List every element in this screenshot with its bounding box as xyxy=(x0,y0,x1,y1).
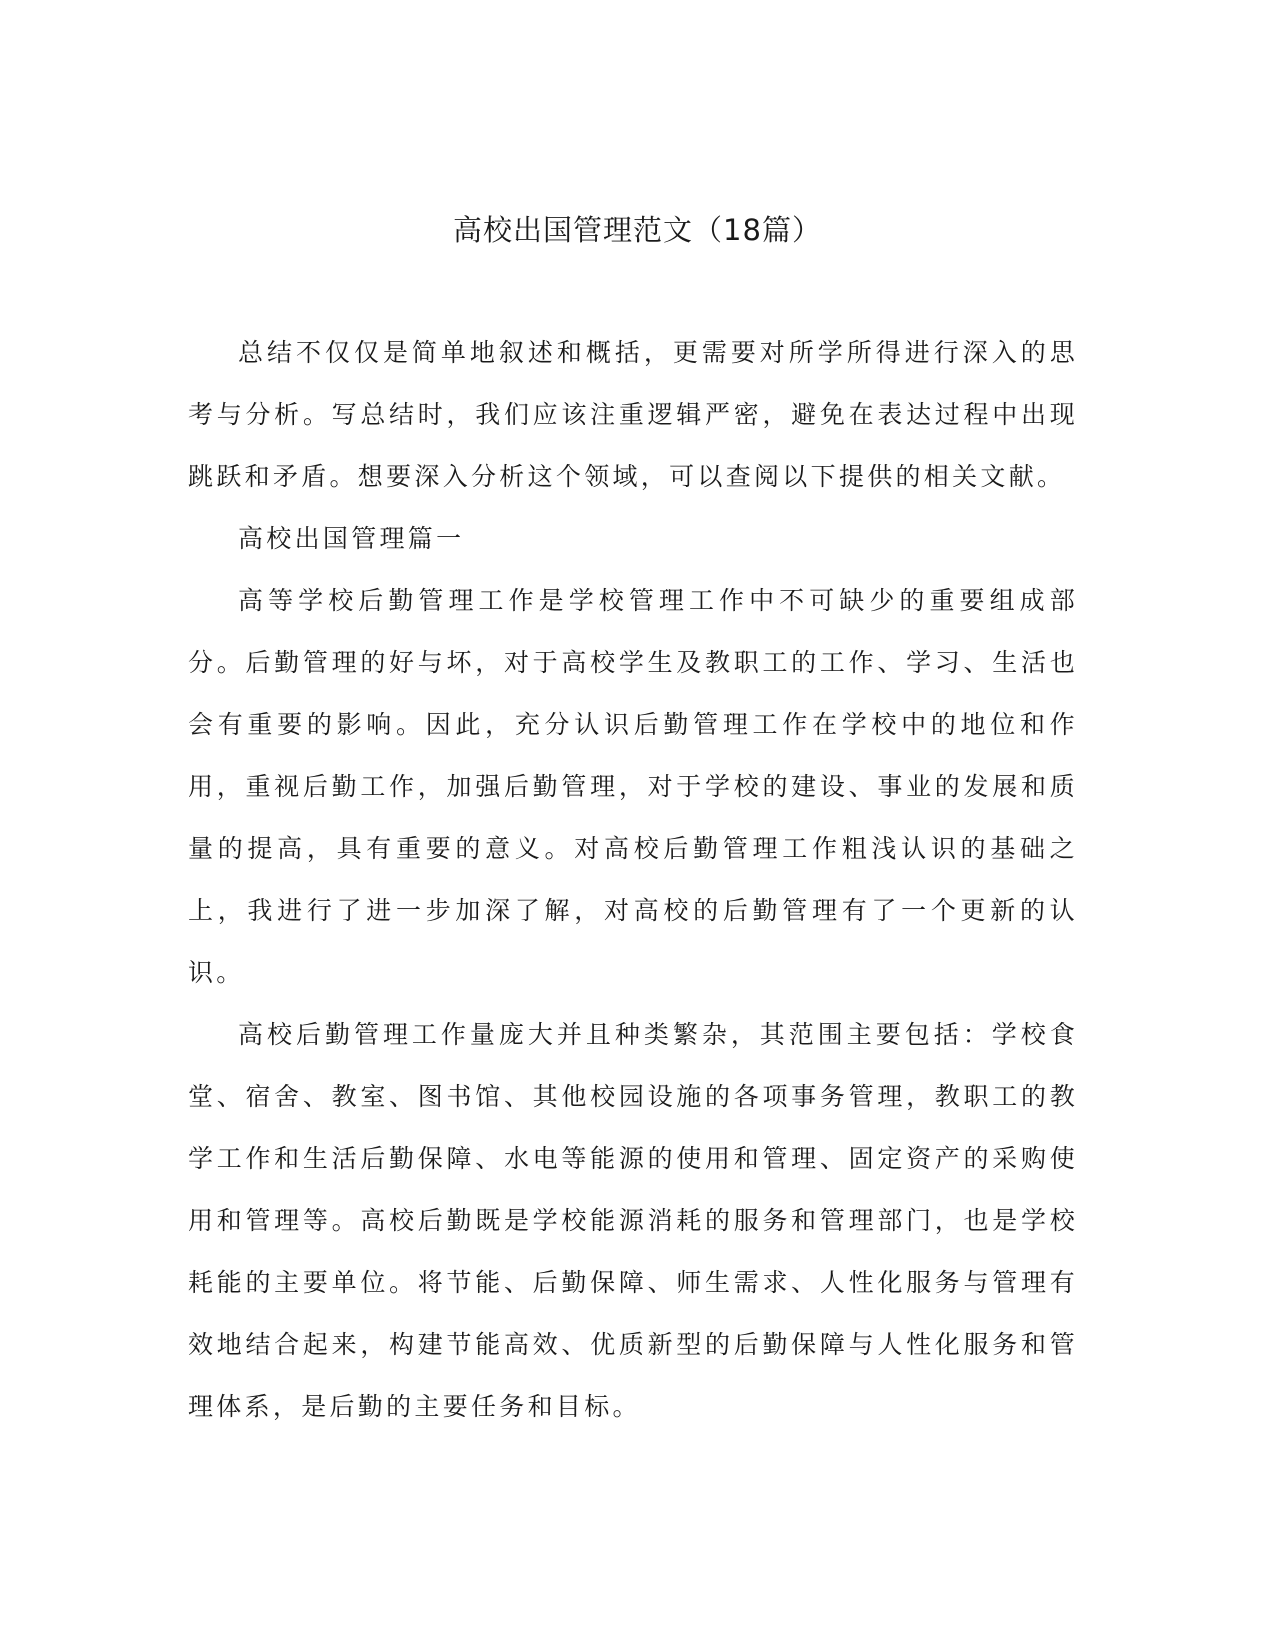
intro-paragraph: 总结不仅仅是简单地叙述和概括，更需要对所学所得进行深入的思考与分析。写总结时，我们应该注重逻辑严密，避免在表达过程中出现跳跃和矛盾。想要深入分析这个领域，可以查阅以下提供的相关文献。 xyxy=(188,338,1078,491)
section-heading: 高校出国管理篇一 xyxy=(238,524,465,553)
body-paragraph: 高等学校后勤管理工作是学校管理工作中不可缺少的重要组成部分。后勤管理的好与坏，对于高校学生及教职工的工作、学习、生活也会有重要的影响。因此，充分认识后勤管理工作在学校中的地位和作用，重视后勤工作，加强后勤管理，对于学校的建设、事业的发展和质量的提高，具有重要的意义。对高校后勤管理工作粗浅认识的基础之上，我进行了进一步加深了解，对高校的后勤管理有了一个更新的认识。 xyxy=(188,586,1078,987)
document-body xyxy=(188,322,1078,1438)
document-title: 高校出国管理范文（18篇） xyxy=(453,213,822,247)
body-paragraph: 高校后勤管理工作量庞大并且种类繁杂，其范围主要包括：学校食堂、宿舍、教室、图书馆、其他校园设施的各项事务管理，教职工的教学工作和生活后勤保障、水电等能源的使用和管理、固定资产的采购使用和管理等。高校后勤既是学校能源消耗的服务和管理部门，也是学校耗能的主要单位。将节能、后勤保障、师生需求、人性化服务与管理有效地结合起来，构建节能高效、优质新型的后勤保障与人性化服务和管理体系，是后勤的主要任务和目标。 xyxy=(188,1020,1078,1421)
